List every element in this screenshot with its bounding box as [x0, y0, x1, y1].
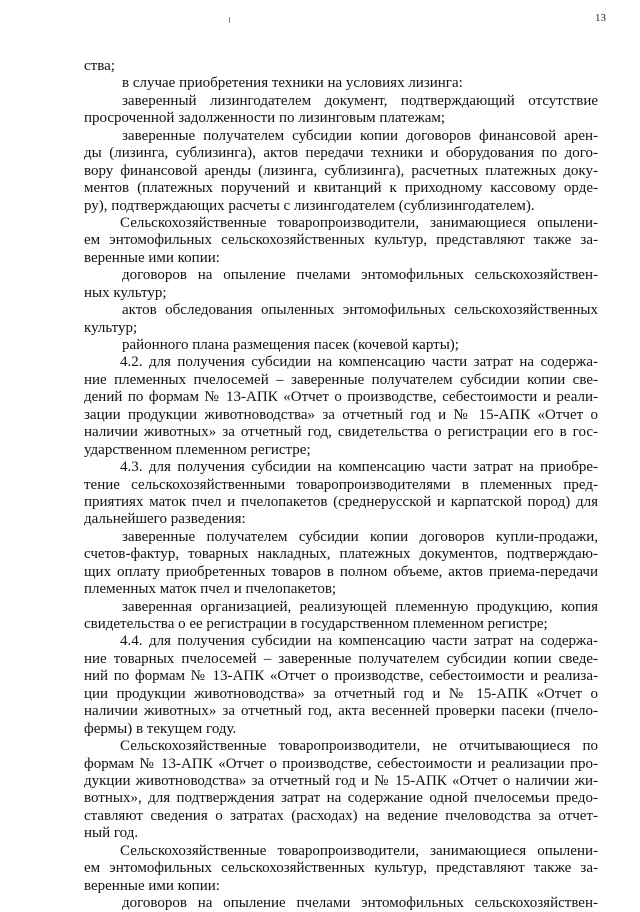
text-line: формам № 13-АПК «Отчет о производстве, себестоимости и реализации про-: [84, 755, 598, 772]
text-line: заверенная организацией, реализующей племенную продукцию, копия: [122, 598, 598, 615]
text-line: приятиях маток пчел и пчелопакетов (среднерусской и карпатской пород) для: [84, 493, 598, 510]
text-line: ства;: [84, 58, 115, 74]
text-line: ный год.: [84, 825, 139, 842]
text-line: Сельскохозяйственные товаропроизводители, не отчитывающиеся по: [120, 738, 598, 755]
text-line: 4.2. для получения субсидии на компенсацию части затрат на содержа-: [120, 354, 598, 371]
text-line: заверенные получателем субсидии копии договоров финансовой арен-: [122, 127, 598, 144]
scan-mark: [229, 17, 230, 23]
text-line: ний по формам № 13-АПК «Отчет о производстве, себестоимости и реализа-: [84, 668, 598, 685]
text-line: ударственном племенном регистре;: [84, 441, 311, 458]
text-line: ние товарных пчелосемей – заверенные получателем субсидии копии сведе-: [84, 650, 598, 667]
text-line: районного плана размещения пасек (кочевой карты);: [122, 337, 459, 353]
text-line: ции продукции животноводства» за отчетный год и № 15-АПК «Отчет о: [84, 685, 598, 702]
text-line: ментов (платежных поручений и квитанций к приходному кассовому орде-: [84, 180, 598, 197]
text-line: договоров на опыление пчелами энтомофильных сельскохозяйствен-: [122, 267, 598, 284]
text-line: вотных», для подтверждения затрат на содержание одной пчелосемьи предо-: [84, 790, 598, 807]
text-line: Сельскохозяйственные товаропроизводители, занимающиеся опылени-: [120, 214, 598, 231]
text-line: 4.3. для получения субсидии на компенсацию части затрат на приобре-: [120, 459, 598, 476]
text-line: Сельскохозяйственные товаропроизводители, занимающиеся опылени-: [120, 842, 598, 859]
text-line: ставляют сведения о затратах (расходах) на ведение пчеловодства за отчет-: [84, 807, 598, 824]
text-line: заверенные получателем субсидии копии договоров купли-продажи,: [122, 528, 598, 545]
text-line: фермы) в текущем году.: [84, 720, 237, 737]
text-line: наличии животных» за отчетный год, свидетельства о регистрации его в гос-: [84, 424, 598, 441]
text-line: дений по формам № 13-АПК «Отчет о производстве, себестоимости и реали-: [84, 389, 598, 406]
text-line: дукции животноводства» за отчетный год и № 15-АПК «Отчет о наличии жи-: [84, 772, 598, 789]
text-line: щих оплату приобретенных товаров в полном объеме, актов приема-передачи: [84, 563, 598, 580]
text-line: ру), подтверждающих расчеты с лизингодателем (сублизингодателем).: [84, 197, 535, 214]
page-number: 13: [595, 12, 606, 24]
text-line: ем энтомофильных сельскохозяйственных культур, представляют также за-: [84, 860, 598, 877]
text-line: 4.4. для получения субсидии на компенсацию части затрат на содержа-: [120, 633, 598, 650]
text-line: зации продукции животноводства» за отчетный год и № 15-АПК «Отчет о: [84, 406, 598, 423]
text-line: заверенный лизингодателем документ, подтверждающий отсутствие: [122, 92, 598, 109]
text-line: ных культур;: [84, 284, 167, 301]
text-line: ние племенных пчелосемей – заверенные получателем субсидии копии све-: [84, 371, 598, 388]
text-line: актов обследования опыленных энтомофильных сельскохозяйственных: [122, 302, 598, 319]
text-line: дальнейшего разведения:: [84, 511, 246, 528]
text-line: просроченной задолженности по лизинговым платежам;: [84, 110, 446, 127]
text-line: договоров на опыление пчелами энтомофильных сельскохозяйствен-: [122, 895, 598, 911]
text-line: наличии животных» за отчетный год, акта весенней проверки пасеки (пчело-: [84, 703, 598, 720]
text-line: тение сельскохозяйственными товаропроизводителями в племенных пред-: [84, 476, 598, 493]
text-line: веренные ими копии:: [84, 877, 220, 894]
text-line: веренные ими копии:: [84, 249, 220, 266]
text-line: ем энтомофильных сельскохозяйственных культур, представляют также за-: [84, 232, 598, 249]
document-body: [84, 58, 598, 912]
text-line: ды (лизинга, сублизинга), актов передачи техники и оборудования по дого-: [84, 145, 598, 162]
text-line: вору финансовой аренды (лизинга, сублизинга), расчетных платежных доку-: [84, 162, 598, 179]
text-line: счетов-фактур, товарных накладных, платежных документов, подтверждаю-: [84, 546, 598, 563]
text-line: свидетельства о ее регистрации в государственном племенном регистре;: [84, 616, 548, 632]
text-line: в случае приобретения техники на условиях лизинга:: [122, 75, 463, 92]
text-line: племенных маток пчел и пчелопакетов;: [84, 581, 337, 598]
text-line: культур;: [84, 319, 138, 336]
